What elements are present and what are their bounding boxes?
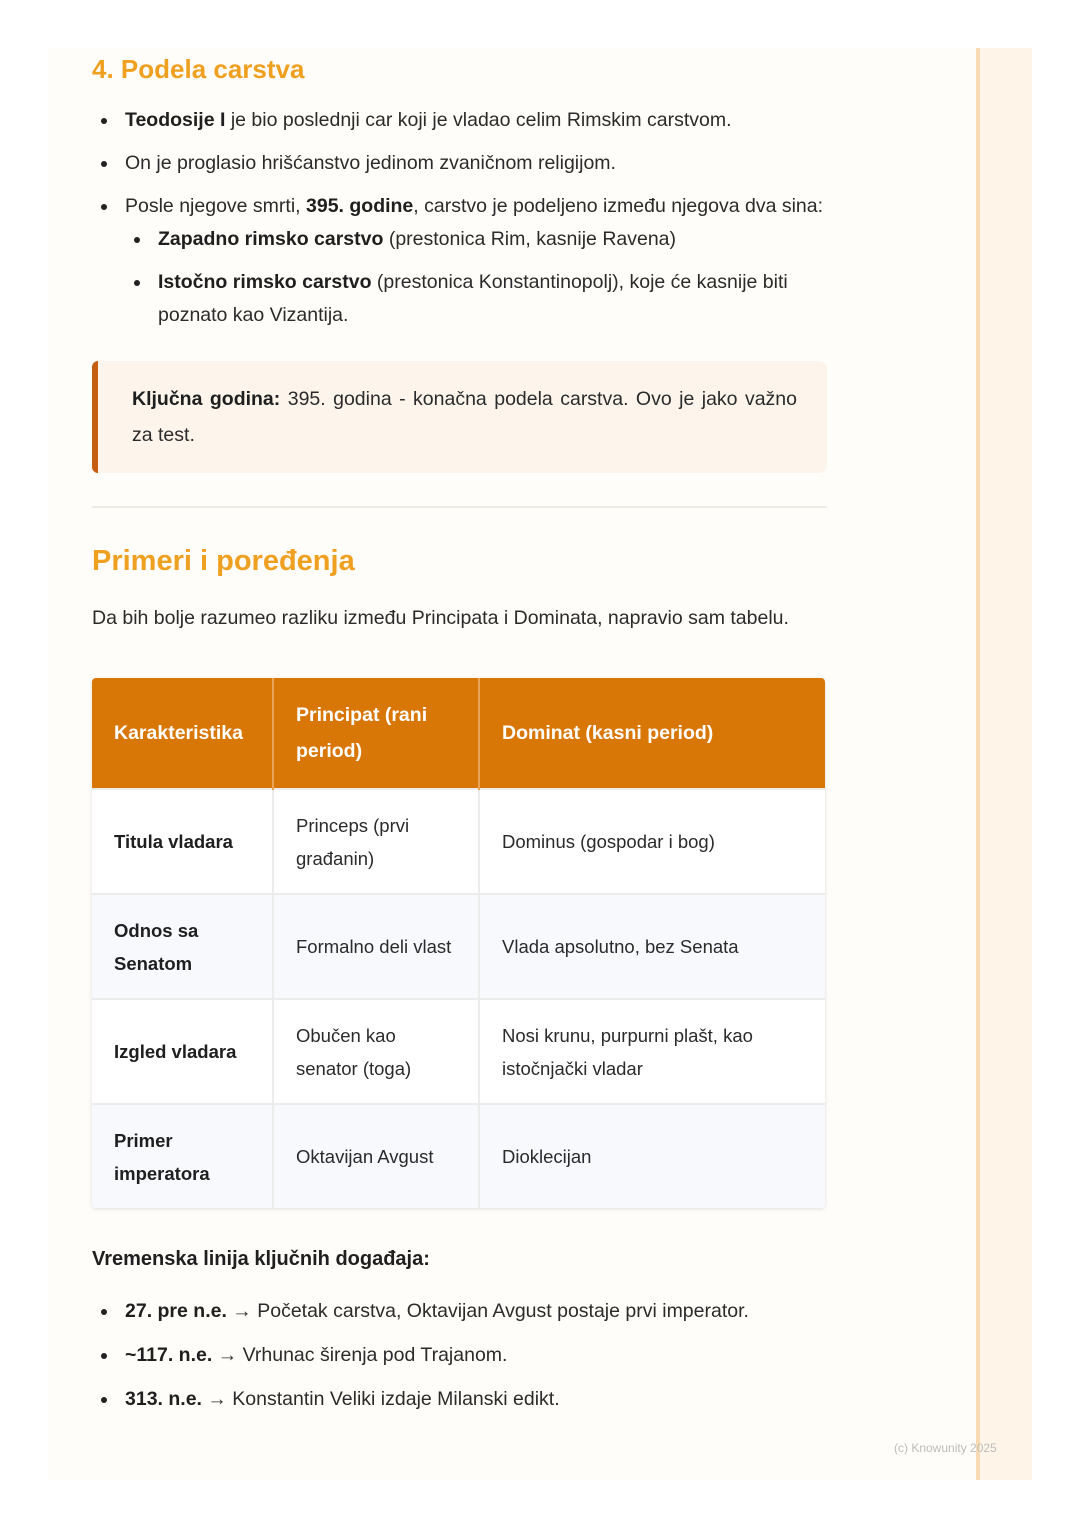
table-row	[92, 1104, 825, 1208]
table-row	[92, 999, 825, 1104]
examples-intro: Da bih bolje razumeo razliku između Principata i Dominata, napravio sam tabelu.	[92, 607, 789, 629]
table-cell: Formalno deli vlast	[273, 894, 479, 999]
section-divider	[92, 506, 827, 508]
key-year-callout	[92, 361, 827, 473]
copyright-watermark: (c) Knowunity 2025	[894, 1441, 997, 1455]
right-margin-strip	[976, 48, 1032, 1480]
table-cell: Dominus (gospodar i bog)	[479, 789, 825, 894]
item-text: , carstvo je podeljeno između njegova dva sina:	[413, 195, 824, 217]
item-text: → Početak carstva, Oktavijan Avgust postaje prvi imperator.	[226, 1300, 749, 1322]
table-cell: Vlada apsolutno, bez Senata	[479, 894, 825, 999]
item-text: On je proglasio hrišćanstvo jedinom zvaničnom religijom.	[125, 152, 616, 174]
item-text: (prestonica Konstantinopolj), koje će kasnije biti poznato kao Vizantija.	[158, 271, 788, 326]
table-header-row	[92, 678, 825, 789]
table-row	[92, 894, 825, 999]
list-item	[125, 266, 827, 332]
table-cell: Obučen kao senator (toga)	[273, 999, 479, 1104]
list-item	[92, 104, 827, 137]
timeline-list	[92, 1295, 827, 1416]
table-cell: Odnos sa Senatom	[92, 894, 273, 999]
table-header-cell: Dominat (kasni period)	[479, 678, 825, 789]
bold-text: ~117. n.e.	[125, 1344, 213, 1366]
table-header-cell: Karakteristika	[92, 678, 273, 789]
list-item	[92, 1383, 827, 1416]
section-heading: 4. Podela carstva	[92, 54, 305, 84]
table-row	[92, 789, 825, 894]
table-cell: Oktavijan Avgust	[273, 1104, 479, 1208]
right-margin-line	[976, 48, 980, 1480]
bold-text: 313. n.e.	[125, 1388, 202, 1410]
table-cell: Titula vladara	[92, 789, 273, 894]
callout-text: 395. godina - konačna podela carstva. Ovo je jako važno za test.	[132, 388, 798, 446]
examples-heading: Primeri i poređenja	[92, 545, 355, 577]
list-item	[92, 147, 827, 180]
list-item	[92, 1295, 827, 1328]
comparison-table	[92, 678, 825, 1208]
document-content	[92, 48, 827, 1416]
item-text: → Konstantin Veliki izdaje Milanski edikt.	[201, 1388, 560, 1410]
item-text: Posle njegove smrti,	[125, 195, 306, 217]
item-text: je bio poslednji car koji je vladao celim Rimskim carstvom.	[225, 109, 732, 131]
bold-text: Istočno rimsko carstvo	[158, 271, 372, 293]
item-text: (prestonica Rim, kasnije Ravena)	[383, 228, 677, 250]
item-text: → Vrhunac širenja pod Trajanom.	[212, 1344, 508, 1366]
table-cell: Dioklecijan	[479, 1104, 825, 1208]
table-cell: Princeps (prvi građanin)	[273, 789, 479, 894]
timeline-title: Vremenska linija ključnih događaja:	[92, 1248, 430, 1270]
bold-text: Teodosije I	[125, 109, 226, 131]
table-header-cell: Principat (rani period)	[273, 678, 479, 789]
list-item	[125, 223, 827, 256]
list-item	[92, 190, 827, 332]
nested-bullet-list	[125, 223, 827, 332]
table-cell: Nosi krunu, purpurni plašt, kao istočnjački vladar	[479, 999, 825, 1104]
section-bullet-list	[92, 104, 827, 332]
table-cell: Izgled vladara	[92, 999, 273, 1104]
bold-text: Zapadno rimsko carstvo	[158, 228, 384, 250]
table-cell: Primer imperatora	[92, 1104, 273, 1208]
bold-text: 395. godine	[306, 195, 414, 217]
callout-label: Ključna godina:	[132, 388, 281, 410]
bold-text: 27. pre n.e.	[125, 1300, 227, 1322]
list-item	[92, 1339, 827, 1372]
